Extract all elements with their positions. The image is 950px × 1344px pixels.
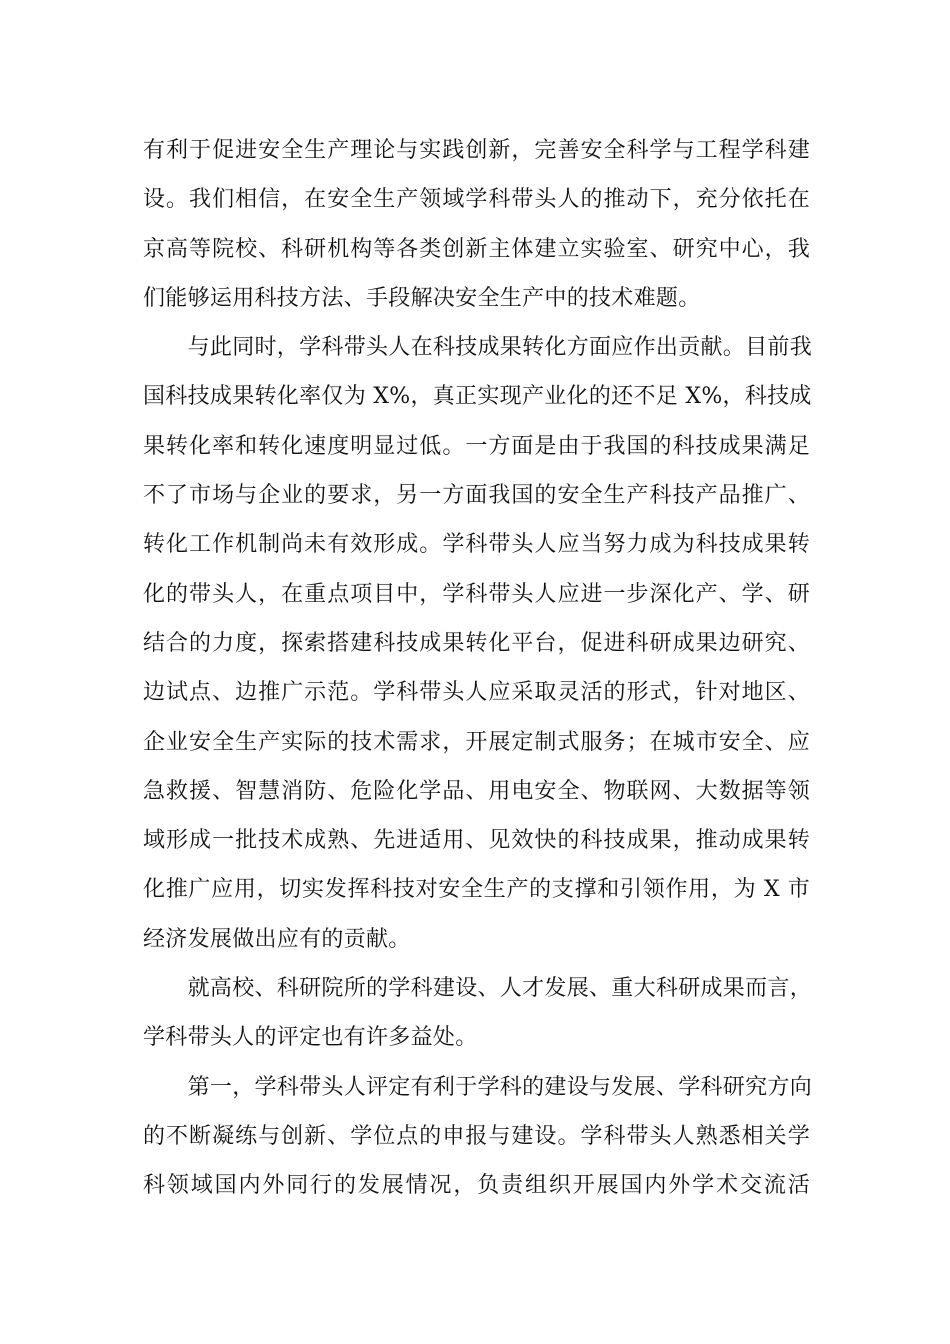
text-line: 转化工作机制尚未有效形成。学科带头人应当努力成为科技成果转 <box>143 532 810 558</box>
text-line: 有利于促进安全生产理论与实践创新，完善安全科学与工程学科建 <box>143 138 810 163</box>
body-text <box>143 126 813 1211</box>
text-line: 科领域国内外同行的发展情况，负责组织开展国内外学术交流活 <box>143 1173 810 1199</box>
text-line: 结合的力度，探索搭建科技成果转化平台，促进科研成果边研究、 <box>143 630 810 656</box>
text-line: 边试点、边推广示范。学科带头人应采取灵活的形式，针对地区、 <box>143 680 810 706</box>
text-line: 国科技成果转化率仅为 X%，真正实现产业化的还不足 X%，科技成 <box>143 384 812 410</box>
paragraph-3 <box>143 964 813 1063</box>
text-line: 企业安全生产实际的技术需求，开展定制式服务；在城市安全、应 <box>143 729 810 755</box>
text-line: 们能够运用科技方法、手段解决安全生产中的技术难题。 <box>143 285 701 311</box>
paragraph-4 <box>143 1063 813 1211</box>
text-line: 第一，学科带头人评定有利于学科的建设与发展、学科研究方向 <box>143 1074 813 1100</box>
text-line: 果转化率和转化速度明显过低。一方面是由于我国的科技成果满足 <box>143 433 810 459</box>
text-line: 的不断凝练与创新、学位点的申报与建设。学科带头人熟悉相关学 <box>143 1123 810 1149</box>
text-line: 经济发展做出应有的贡献。 <box>143 926 411 952</box>
text-line: 与此同时，学科带头人在科技成果转化方面应作出贡献。目前我 <box>143 335 813 361</box>
text-line: 学科带头人的评定也有许多益处。 <box>143 1025 478 1051</box>
paragraph-1 <box>143 126 810 323</box>
text-line: 不了市场与企业的要求，另一方面我国的安全生产科技产品推广、 <box>143 483 810 509</box>
text-line: 域形成一批技术成熟、先进适用、见效快的科技成果，推动成果转 <box>143 828 810 854</box>
text-line: 就高校、科研院所的学科建设、人才发展、重大科研成果而言， <box>143 976 813 1002</box>
text-line: 京高等院校、科研机构等各类创新主体建立实验室、研究中心，我 <box>143 236 810 262</box>
text-line: 化的带头人，在重点项目中，学科带头人应进一步深化产、学、研 <box>143 581 810 607</box>
paragraph-2 <box>143 323 813 964</box>
text-line: 急救援、智慧消防、危险化学品、用电安全、物联网、大数据等领 <box>143 778 810 804</box>
text-line: 设。我们相信，在安全生产领域学科带头人的推动下，充分依托在 <box>143 187 810 213</box>
text-line: 化推广应用，切实发挥科技对安全生产的支撑和引领作用，为 X 市 <box>143 877 810 903</box>
